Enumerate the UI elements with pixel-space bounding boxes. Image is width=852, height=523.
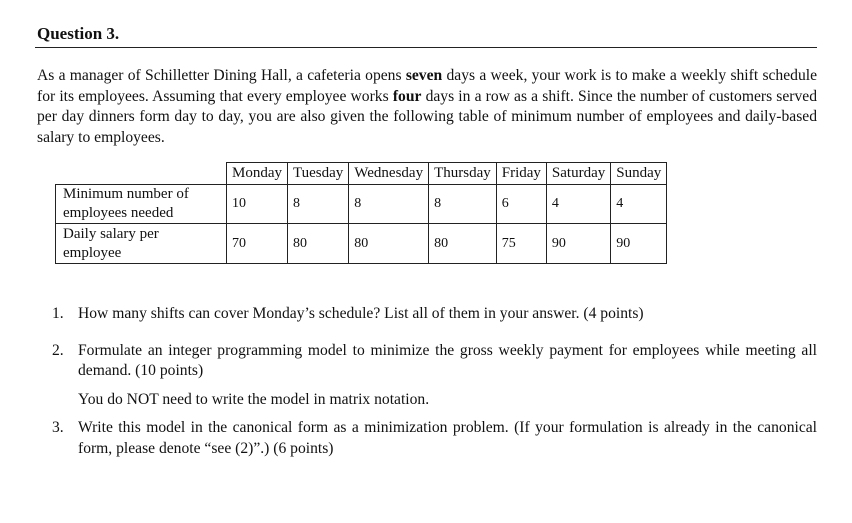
table-corner — [56, 163, 227, 185]
table-cell: 90 — [546, 224, 610, 264]
row-label-line: employee — [63, 244, 122, 261]
table-cell: 4 — [611, 185, 667, 224]
item-text: Write this model in the canonical form as a minimization problem. (If your formulation is already in the canonical form, please denote “see (2)”.) (6 points) — [78, 419, 817, 457]
row-label-line: Minimum number of — [63, 186, 189, 202]
intro-bold-four: four — [392, 87, 422, 105]
item-number: 3. — [52, 419, 64, 436]
row-label-line: employees needed — [63, 205, 174, 221]
table-row — [56, 185, 667, 224]
day-header: Friday — [496, 163, 546, 185]
intro-text-3: days in a row as a shift. Since the number of customers served per day dinners form day to day, you are also given the following table of minimum number of employees and daily-based salary to employees. — [37, 87, 818, 146]
table-cell: 75 — [496, 224, 546, 264]
table-cell: 6 — [496, 185, 546, 224]
table-cell: 8 — [429, 185, 497, 224]
title-divider — [35, 47, 817, 48]
question-title: Question 3. — [37, 24, 120, 43]
table-cell: 10 — [227, 185, 288, 224]
item-number: 1. — [52, 305, 64, 322]
row-label — [56, 185, 227, 224]
list-item — [52, 304, 817, 325]
table-cell: 80 — [288, 224, 349, 264]
day-header: Monday — [227, 163, 288, 185]
table-cell: 4 — [546, 185, 610, 224]
item-note: You do NOT need to write the model in matrix notation. — [78, 390, 430, 408]
problem-statement — [37, 66, 817, 148]
table-cell: 8 — [349, 185, 429, 224]
item-number: 2. — [52, 341, 64, 359]
question-list — [52, 304, 817, 459]
day-header: Wednesday — [349, 163, 429, 185]
table-row — [56, 224, 667, 264]
row-label-line: Daily salary per — [63, 225, 159, 242]
list-item — [52, 341, 817, 411]
day-header: Tuesday — [288, 163, 349, 185]
table-header-row — [56, 163, 667, 185]
row-label — [56, 224, 227, 264]
table-cell: 8 — [288, 185, 349, 224]
day-header: Saturday — [546, 163, 610, 185]
list-item — [52, 418, 817, 459]
schedule-table — [55, 162, 667, 264]
table-cell: 80 — [349, 224, 429, 264]
item-text: Formulate an integer programming model to minimize the gross weekly payment for employees while meeting all demand. (10 points) — [78, 341, 817, 379]
table-cell: 90 — [611, 224, 667, 264]
day-header: Sunday — [611, 163, 667, 185]
item-text: How many shifts can cover Monday’s schedule? List all of them in your answer. (4 points) — [78, 305, 644, 322]
intro-text-1: As a manager of Schilletter Dining Hall, a cafeteria opens — [37, 67, 406, 84]
intro-bold-seven: seven — [405, 67, 443, 84]
table-cell: 80 — [429, 224, 497, 264]
intro-text-2: days a week, your work is to make a weekly shift schedule for its employees. Assuming that every employee works — [37, 67, 817, 105]
day-header: Thursday — [429, 163, 497, 185]
table-cell: 70 — [227, 224, 288, 264]
